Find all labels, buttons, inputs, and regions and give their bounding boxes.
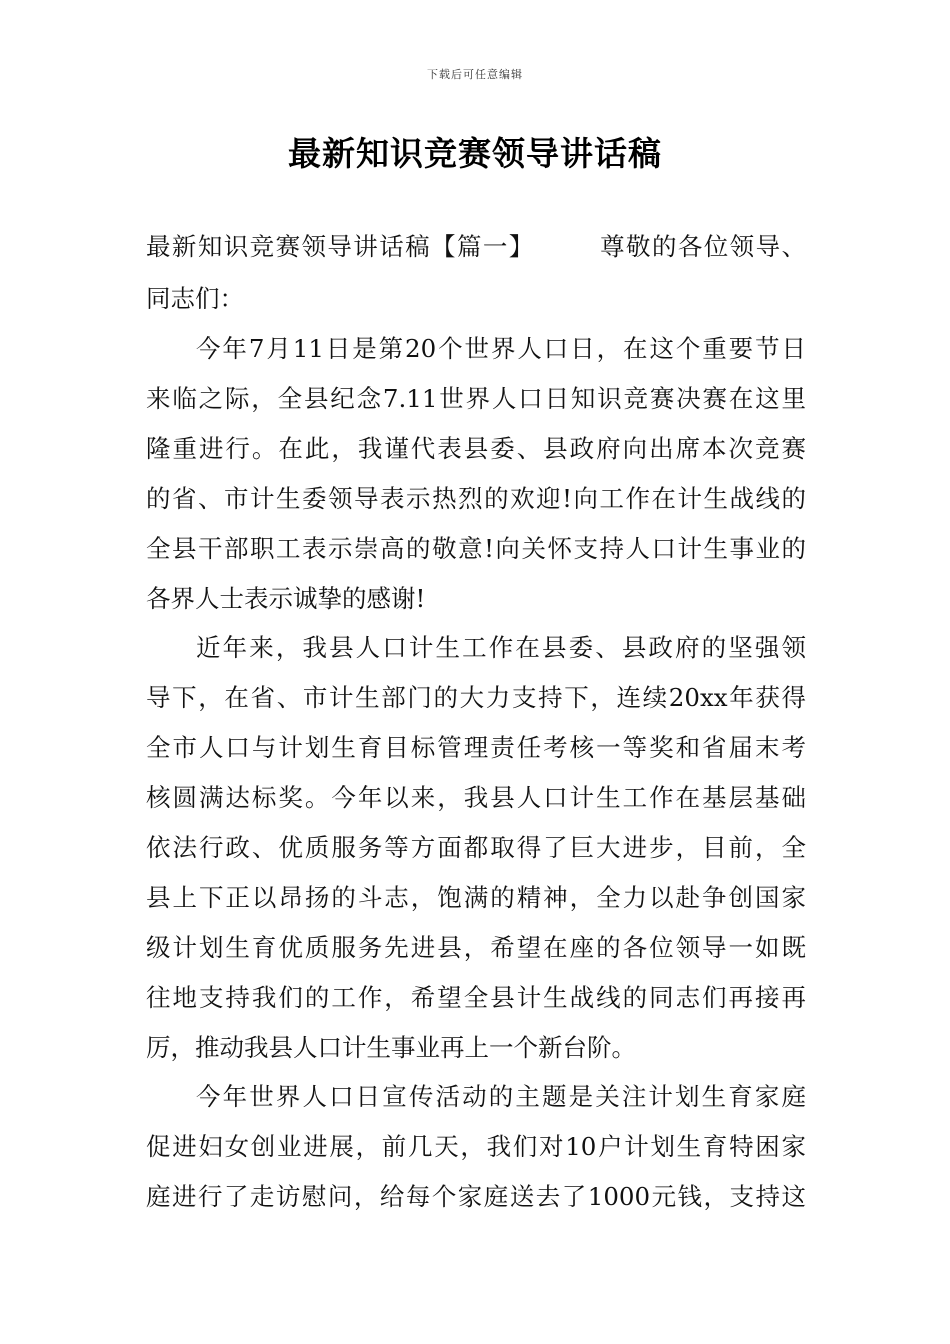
header-note: 下载后可任意编辑	[427, 68, 523, 81]
paragraph-line: 近年来，我县人口计生工作在县委、县政府的坚强领	[196, 633, 806, 662]
salutation-start: 尊敬的各位领导、	[598, 232, 807, 261]
paragraph-line: 厉，推动我县人口计生事业再上一个新台阶。	[146, 1033, 636, 1062]
paragraph-line: 导下，在省、市计生部门的大力支持下，连续20xx年获得	[146, 683, 806, 712]
paragraph-line: 依法行政、优质服务等方面都取得了巨大进步，目前，全	[146, 833, 806, 862]
paragraph-line: 级计划生育优质服务先进县，希望在座的各位领导一如既	[146, 933, 806, 962]
intro-line	[146, 232, 806, 262]
salutation-end: 同志们：	[146, 284, 244, 313]
paragraph-line: 隆重进行。在此，我谨代表县委、县政府向出席本次竞赛	[146, 434, 806, 463]
paragraph-line: 核圆满达标奖。今年以来，我县人口计生工作在基层基础	[146, 783, 806, 812]
paragraph-line: 庭进行了走访慰问，给每个家庭送去了1000元钱，支持这	[146, 1182, 806, 1211]
paragraph-line: 全县干部职工表示崇高的敬意!向关怀支持人口计生事业的	[146, 534, 806, 563]
paragraph-line: 今年世界人口日宣传活动的主题是关注计划生育家庭	[196, 1082, 806, 1111]
paragraph-line: 的省、市计生委领导表示热烈的欢迎!向工作在计生战线的	[146, 484, 806, 513]
paragraph-line: 今年7月11日是第20个世界人口日，在这个重要节日	[196, 334, 806, 363]
paragraph-line: 往地支持我们的工作，希望全县计生战线的同志们再接再	[146, 983, 806, 1012]
part-label: 最新知识竞赛领导讲话稿【篇一】	[146, 232, 535, 261]
paragraph-line: 各界人士表示诚挚的感谢!	[146, 584, 426, 613]
paragraph-line: 县上下正以昂扬的斗志，饱满的精神，全力以赴争创国家	[146, 883, 806, 912]
paragraph-line: 来临之际，全县纪念7.11世界人口日知识竞赛决赛在这里	[146, 384, 806, 413]
document-title: 最新知识竞赛领导讲话稿	[288, 134, 662, 173]
paragraph-line: 促进妇女创业进展，前几天，我们对10户计划生育特困家	[146, 1132, 806, 1161]
paragraph-line: 全市人口与计划生育目标管理责任考核一等奖和省届末考	[146, 733, 806, 762]
